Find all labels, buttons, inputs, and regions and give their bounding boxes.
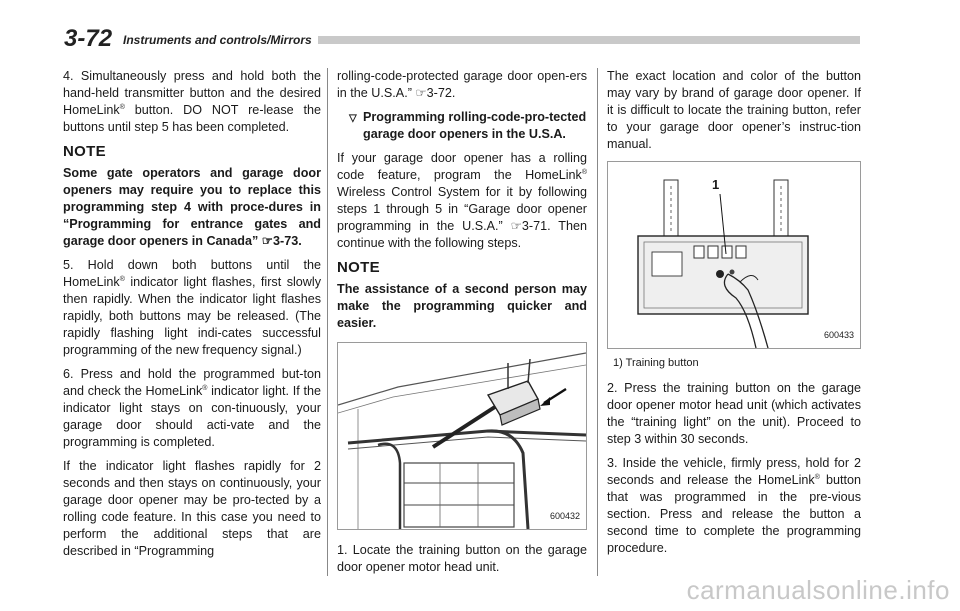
subheading-text: Programming rolling-code-pro-tected garage door openers in the U.S.A. (363, 110, 587, 141)
training-button-illustration (608, 162, 860, 348)
note-body: The assistance of a second person may make the programming quicker and easier. (337, 282, 587, 330)
garage-opener-figure (337, 342, 587, 530)
figure-id: 600433 (823, 330, 854, 340)
paragraph: If your garage door opener has a rolling code feature, program the HomeLink® Wireless Control System for it by following steps 1 through 5 in “Garage door opener programming in the U.S.A.” ☞3-71. Then continue with the following steps. (337, 151, 587, 250)
training-button-figure (607, 161, 861, 349)
note-heading: NOTE (337, 259, 380, 276)
column-3 (607, 68, 861, 564)
triangle-marker-icon: ▽ (349, 113, 357, 124)
figure-id: 600432 (549, 511, 580, 521)
section-title: Instruments and controls/Mirrors (117, 32, 318, 48)
paragraph: If the indicator light flashes rapidly for 2 seconds and then stays on continuously, your garage door opener may be pro-tected by a rolling code feature. In this case you need to perform the additional steps that are described in “Programming (63, 459, 321, 558)
paragraph: rolling-code-protected garage door open-ers in the U.S.A.” ☞3-72. (337, 69, 587, 100)
garage-opener-illustration (338, 343, 586, 529)
subheading (349, 109, 587, 143)
column-1 (63, 68, 321, 567)
paragraph: The exact location and color of the button may vary by brand of garage door opener. If it is difficult to locate the training button, refer to your garage door opener’s instruc-tion manual. (607, 69, 861, 151)
column-divider (327, 68, 328, 576)
column-2 (337, 68, 587, 583)
figure-callout: 1 (712, 177, 720, 192)
column-divider (597, 68, 598, 576)
step-4: 4. Simultaneously press and hold both the hand-held transmitter button and the desired HomeLink® button. DO NOT re-lease the buttons until step 5 has been completed. (63, 69, 321, 134)
page-number: 3-72 (64, 26, 118, 52)
watermark: carmanualsonline.info (686, 575, 950, 605)
note-body: Some gate operators and garage door openers may require you to replace this programming step 4 with proce-dures in “Programming for entrance gates and garage door openers in Canada” ☞3-73. (63, 166, 321, 248)
figure-caption: 1) Training button (613, 357, 699, 369)
step-3: 3. Inside the vehicle, firmly press, hold for 2 seconds and release the HomeLink® button that was programmed in the pre-vious section. Press and release the button a second time to complete the programming procedure. (607, 456, 861, 555)
note-heading: NOTE (63, 143, 106, 160)
step-2: 2. Press the training button on the garage door opener motor head unit (which activates the “training light” on the unit). Proceed to step 3 within 30 seconds. (607, 381, 861, 446)
step-6: 6. Press and hold the programmed but-ton and check the HomeLink® indicator light. If the indicator light stays on con-tinuously, your garage door should acti-vate and the programming is completed. (63, 367, 321, 449)
step-5: 5. Hold down both buttons until the HomeLink® indicator light flashes, first slowly then rapidly. When the indicator light flashes rapidly, both buttons may be released. (The rapidly flashing light indi-cates successful programming of the new frequency signal.) (63, 258, 321, 357)
step-1: 1. Locate the training button on the garage door opener motor head unit. (337, 543, 587, 574)
page-header (64, 26, 860, 56)
